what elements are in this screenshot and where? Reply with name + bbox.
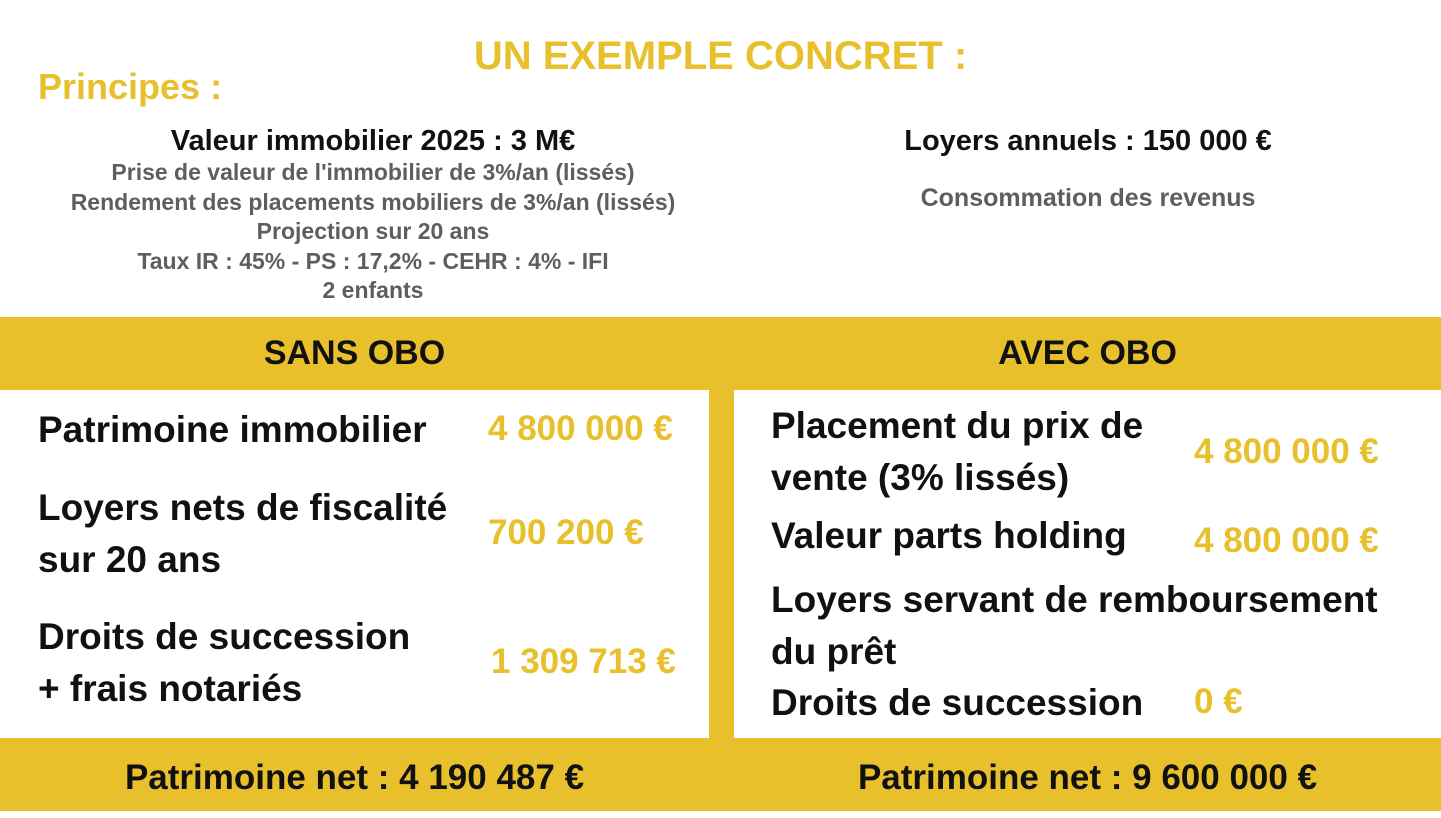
rent-usage: Consommation des revenus bbox=[920, 184, 1256, 212]
principes-list bbox=[30, 124, 716, 306]
row-label: Loyers nets de fiscalité sur 20 ans bbox=[38, 487, 448, 580]
row-label bbox=[38, 611, 478, 715]
rent-parameters bbox=[735, 124, 1441, 213]
principle-line: Prise de valeur de l'immobilier de 3%/an (lissés) bbox=[111, 159, 635, 185]
row-value: 0 € bbox=[1194, 682, 1243, 721]
principle-line: Taux IR : 45% - PS : 17,2% - CEHR : 4% - IFI bbox=[137, 247, 609, 274]
principle-line: Rendement des placements mobiliers de 3%/an (lissés) bbox=[70, 188, 676, 215]
row-value: 4 800 000 € bbox=[488, 409, 673, 448]
total-avec-obo: Patrimoine net : 9 600 000 € bbox=[857, 758, 1318, 797]
row-value: 700 200 € bbox=[488, 513, 644, 552]
principle-line: Projection sur 20 ans bbox=[256, 218, 490, 244]
row-label: Placement du prix de vente (3% lissés) bbox=[771, 405, 1144, 498]
page-title: UN EXEMPLE CONCRET : bbox=[473, 34, 968, 78]
total-sans-obo: Patrimoine net : 4 190 487 € bbox=[124, 758, 585, 797]
annual-rent: Loyers annuels : 150 000 € bbox=[904, 125, 1272, 157]
row-label-line: + frais notariés bbox=[38, 668, 303, 709]
sans-obo-title: SANS OBO bbox=[263, 334, 446, 372]
row-label: Loyers servant de remboursement du prêt bbox=[771, 579, 1378, 672]
row-label: Patrimoine immobilier bbox=[38, 409, 427, 450]
row-label: Valeur parts holding bbox=[771, 515, 1127, 556]
row-value: 4 800 000 € bbox=[1194, 521, 1379, 560]
property-value: Valeur immobilier 2025 : 3 M€ bbox=[170, 125, 576, 157]
row-value: 4 800 000 € bbox=[1194, 432, 1379, 471]
row-label: Droits de succession bbox=[771, 682, 1144, 723]
row-value: 1 309 713 € bbox=[491, 642, 676, 681]
principle-line: 2 enfants bbox=[322, 277, 424, 303]
avec-obo-title: AVEC OBO bbox=[998, 334, 1177, 372]
principes-heading: Principes : bbox=[38, 66, 223, 107]
row-label-line: Droits de succession bbox=[38, 616, 411, 657]
column-divider bbox=[709, 317, 734, 811]
